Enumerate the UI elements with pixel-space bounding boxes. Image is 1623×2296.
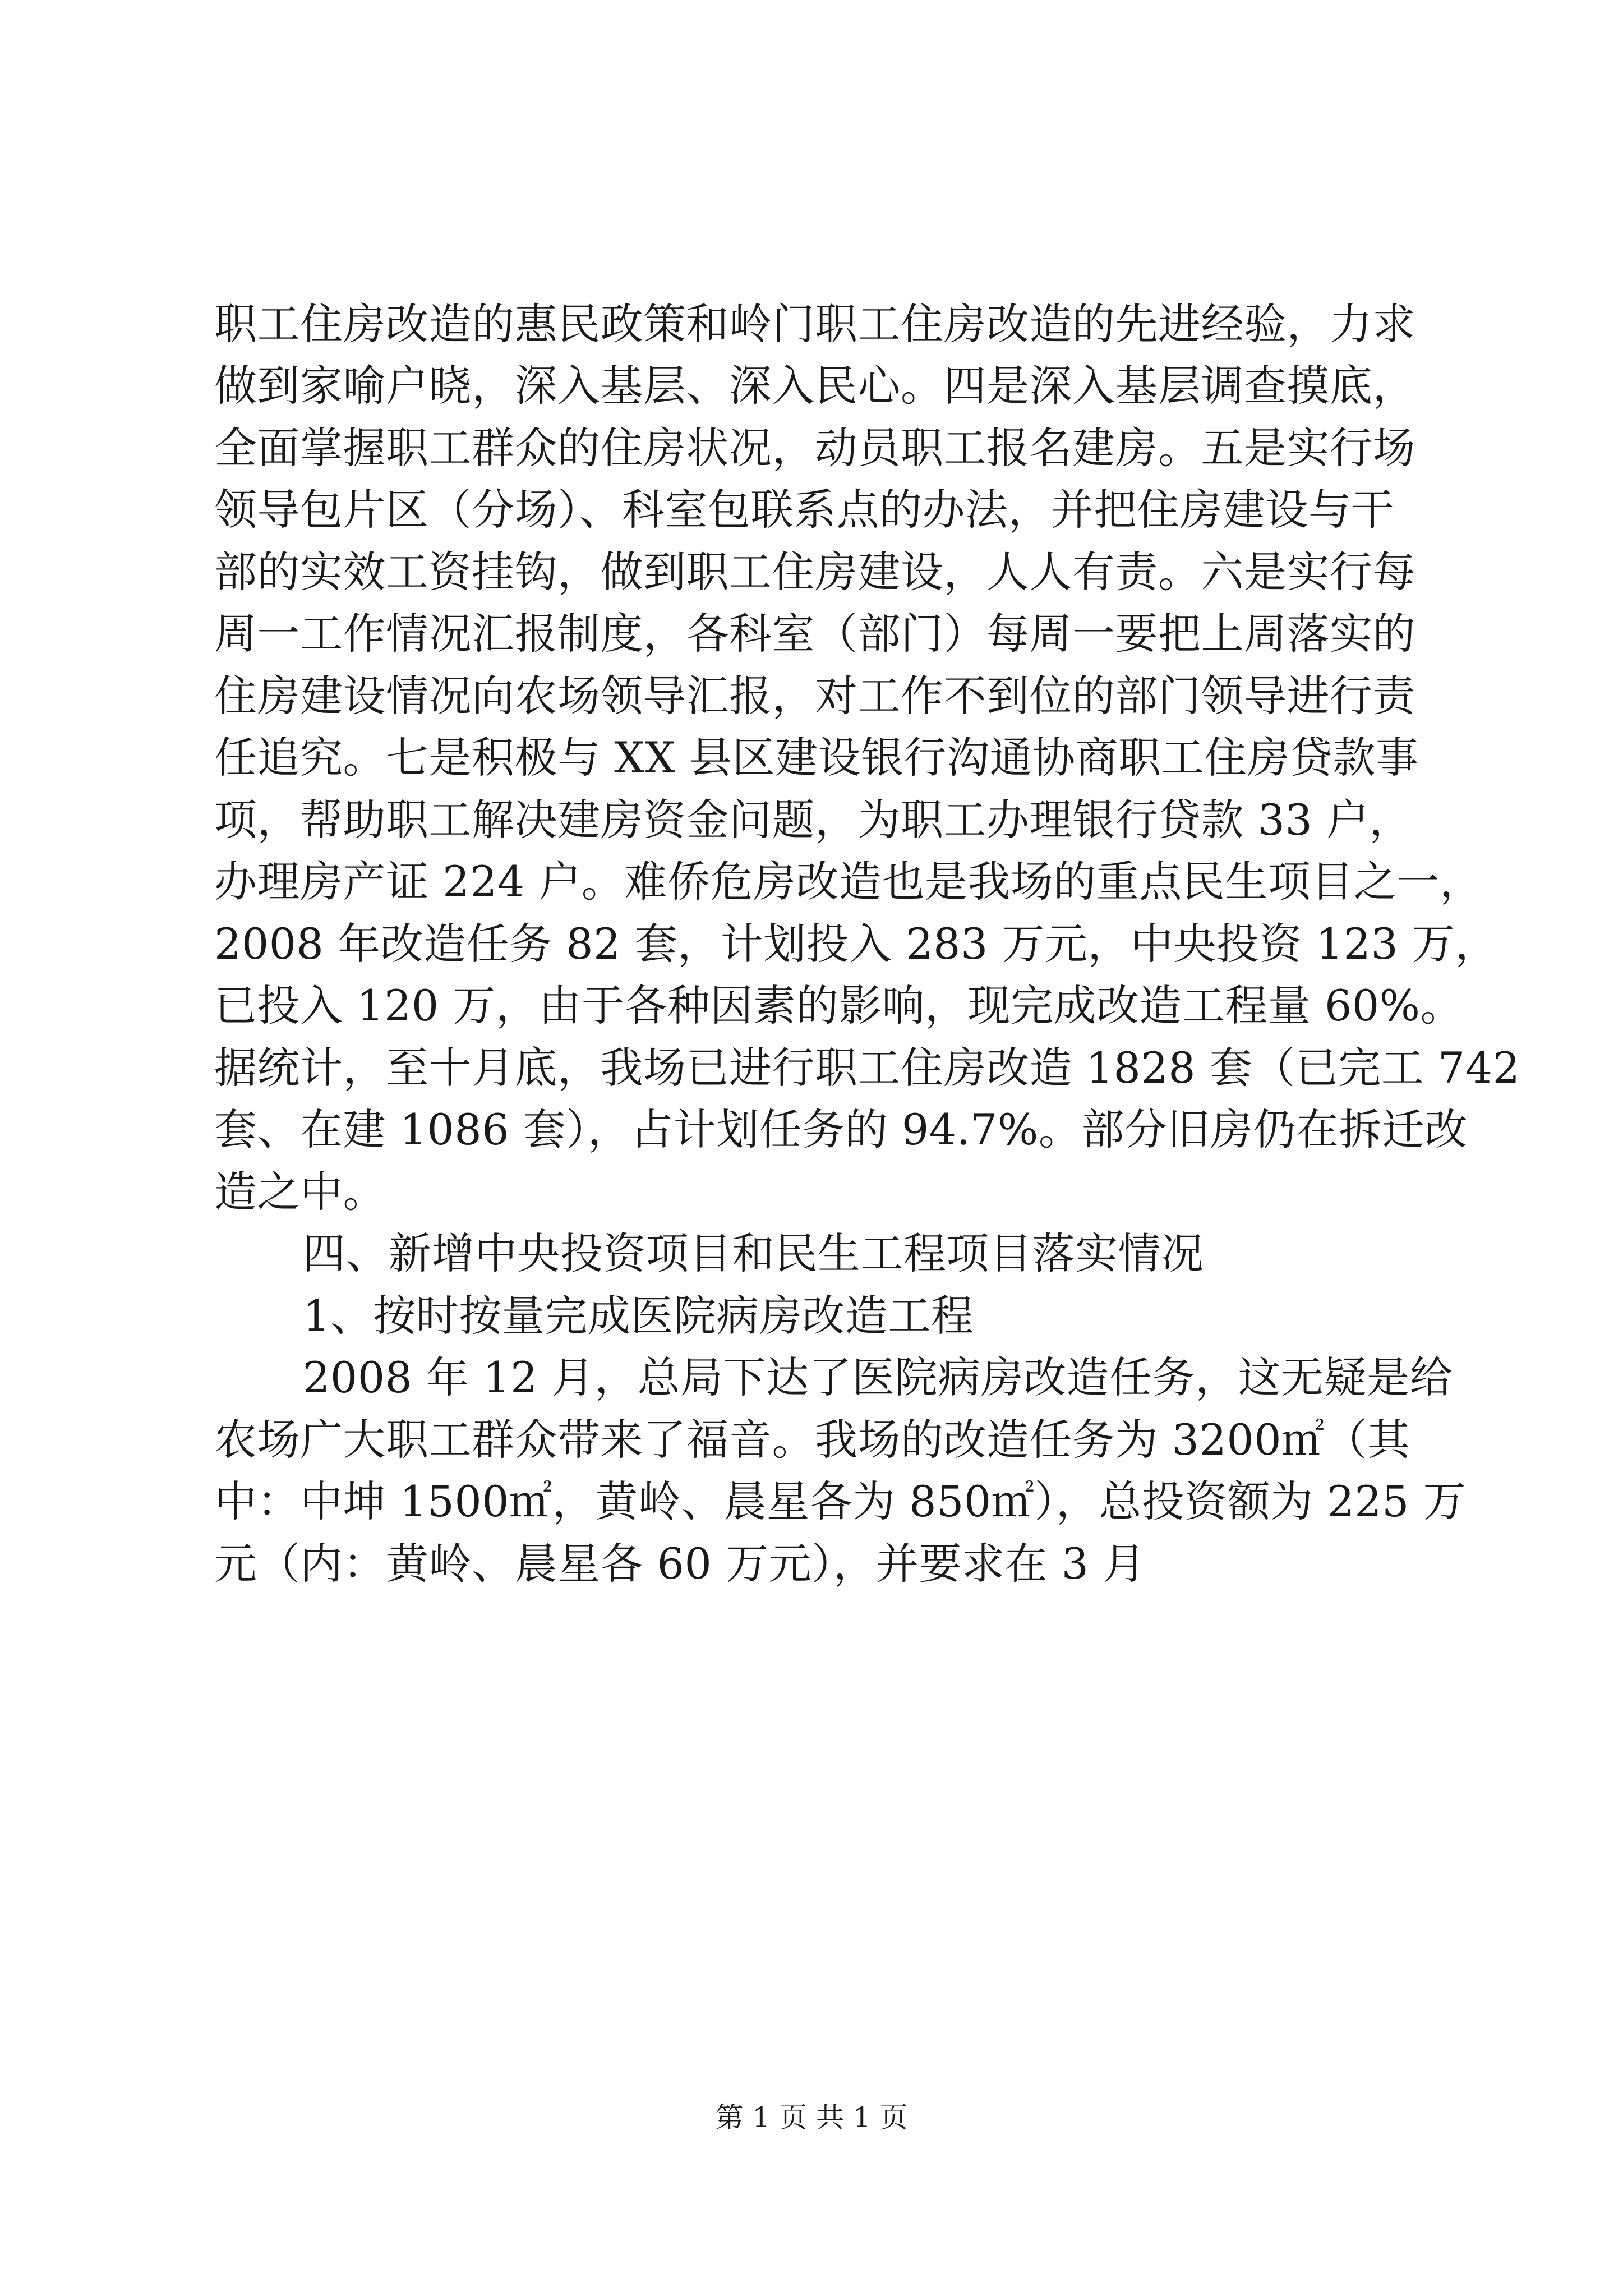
- body-line-5: 部的实效工资挂钩，做到职工住房建设，人人有责。六是实行每: [214, 547, 1415, 597]
- body-line-11: 2008 年改造任务 82 套，计划投入 283 万元，中央投资 123 万，: [214, 919, 1498, 969]
- body-line-12: 已投入 120 万，由于各种因素的影响，现完成改造工程量 60%。: [214, 981, 1463, 1030]
- body-line-10: 办理房产证 224 户。难侨危房改造也是我场的重点民生项目之一，: [214, 857, 1483, 907]
- body-line-19: 农场广大职工群众带来了福音。我场的改造任务为 3200㎡（其: [214, 1415, 1410, 1465]
- body-line-4: 领导包片区（分场）、科室包联系点的办法，并把住房建设与干: [214, 485, 1394, 535]
- section-heading: 四、新增中央投资项目和民生工程项目落实情况: [303, 1228, 1204, 1278]
- body-line-18: 2008 年 12 月，总局下达了医院病房改造任务，这无疑是给: [303, 1352, 1453, 1402]
- body-line-1: 职工住房改造的惠民政策和岭门职工住房改造的先进经验，力求: [214, 299, 1415, 349]
- body-line-15: 造之中。: [214, 1167, 386, 1217]
- body-line-7: 住房建设情况向农场领导汇报，对工作不到位的部门领导进行责: [214, 671, 1415, 721]
- body-line-3: 全面掌握职工群众的住房状况，动员职工报名建房。五是实行场: [214, 423, 1415, 473]
- body-line-21: 元（内：黄岭、晨星各 60 万元），并要求在 3 月: [214, 1539, 1146, 1589]
- body-line-14: 套、在建 1086 套），占计划任务的 94.7%。部分旧房仍在拆迁改: [214, 1105, 1468, 1154]
- body-line-20: 中：中坤 1500㎡，黄岭、晨星各为 850㎡），总投资额为 225 万: [214, 1476, 1467, 1526]
- subsection-heading: 1、按时按量完成医院病房改造工程: [303, 1291, 974, 1341]
- body-line-13: 据统计，至十月底，我场已进行职工住房改造 1828 套（已完工 742: [214, 1043, 1520, 1093]
- body-line-9: 项，帮助职工解决建房资金问题，为职工办理银行贷款 33 户，: [214, 795, 1413, 845]
- body-line-6: 周一工作情况汇报制度，各科室（部门）每周一要把上周落实的: [214, 609, 1415, 659]
- body-line-2: 做到家喻户晓，深入基层、深入民心。四是深入基层调查摸底，: [214, 361, 1415, 411]
- page-footer: 第 1 页 共 1 页: [715, 2101, 908, 2134]
- body-line-8: 任追究。七是积极与 XX 县区建设银行沟通协商职工住房贷款事: [214, 733, 1419, 783]
